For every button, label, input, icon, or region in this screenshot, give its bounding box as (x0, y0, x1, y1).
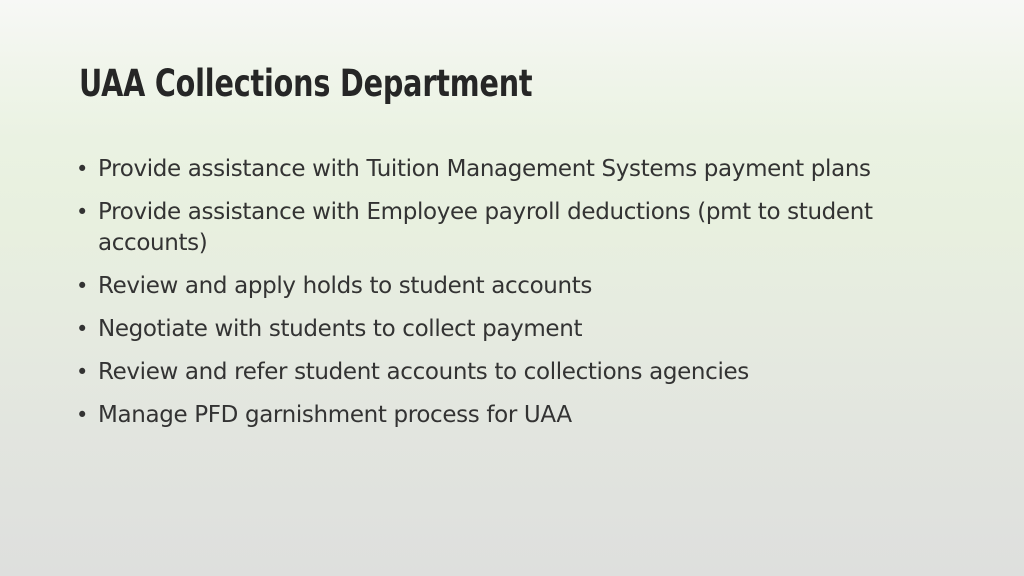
bullet-list (70, 154, 950, 443)
bullet-text: Manage PFD garnishment process for UAA (98, 402, 572, 428)
bullet-icon: • (76, 360, 89, 384)
bullet-text: Review and refer student accounts to collections agencies (98, 359, 749, 385)
bullet-text: Review and apply holds to student accounts (98, 273, 593, 299)
slide-title: UAA Collections Department (79, 62, 533, 105)
bullet-item (70, 271, 950, 302)
bullet-item (70, 154, 950, 185)
bullet-text: Negotiate with students to collect payment (98, 316, 583, 342)
bullet-item (70, 400, 950, 431)
bullet-icon: • (76, 157, 89, 181)
bullet-icon: • (76, 317, 89, 341)
bullet-text: Provide assistance with Employee payroll deductions (pmt to student accounts) (98, 199, 873, 256)
bullet-text: Provide assistance with Tuition Management Systems payment plans (98, 156, 871, 182)
bullet-item (70, 357, 950, 388)
bullet-icon: • (76, 403, 89, 427)
bullet-icon: • (76, 200, 89, 224)
bullet-item (70, 314, 950, 345)
bullet-item (70, 197, 950, 259)
bullet-icon: • (76, 274, 89, 298)
